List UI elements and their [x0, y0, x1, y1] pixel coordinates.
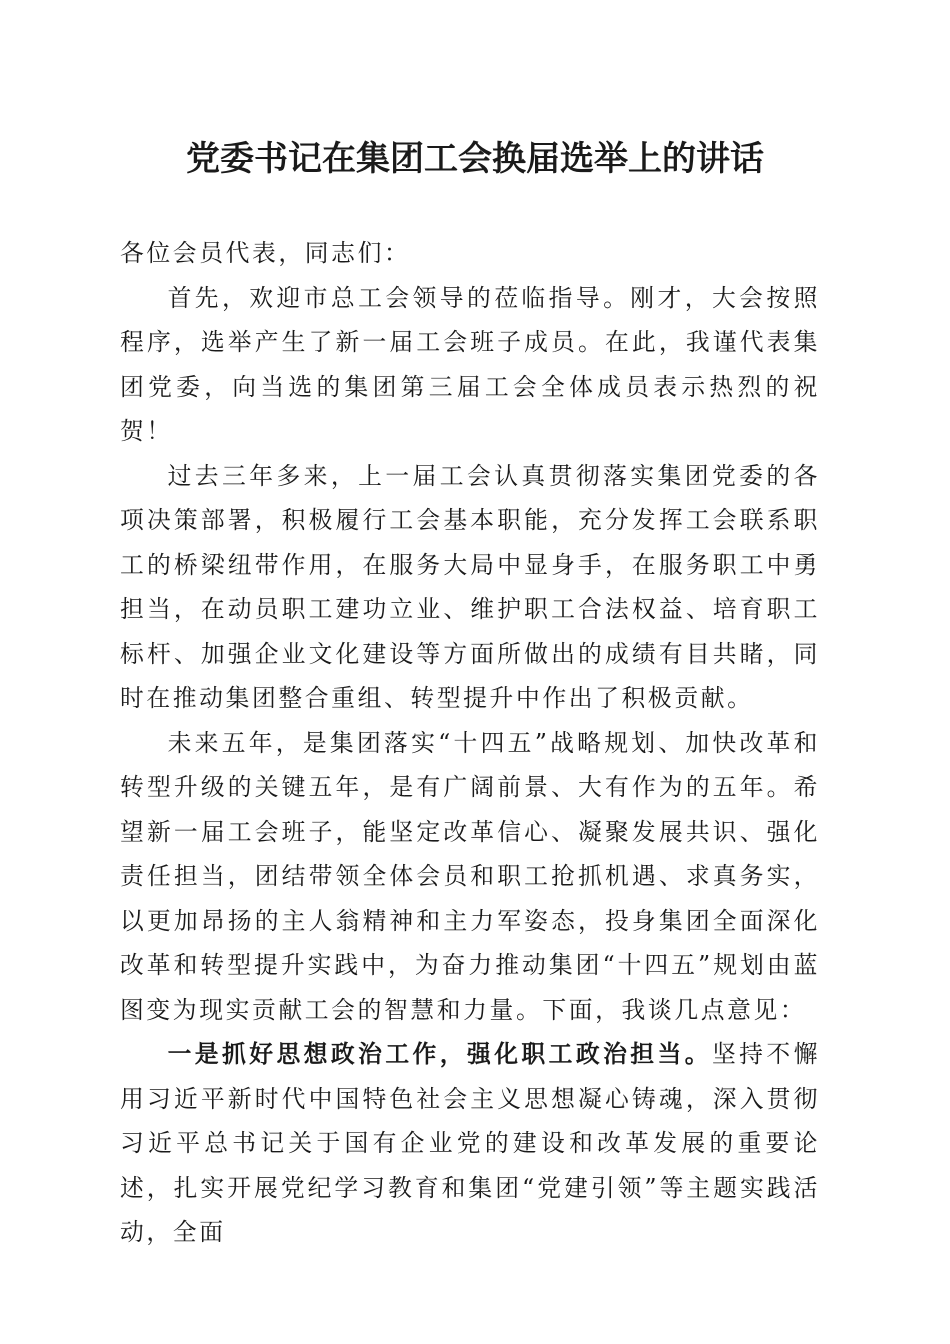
paragraph-text: 过去三年多来，上一届工会认真贯彻落实集团党委的各项决策部署，积极履行工会基本职能，充分发挥工会联系职工的桥梁纽带作用，在服务大局中显身手，在服务职工中勇担当，在动员职工建功立业、维护职工合法权益、培育职工标杆、加强企业文化建设等方面所做出的成绩有目共睹，同时在推动集团整合重组、转型提升中作出了积极贡献。 — [120, 461, 820, 712]
paragraph-lead-heading: 一是抓好思想政治工作，强化职工政治担当。 — [167, 1040, 712, 1068]
paragraph-text: 坚持不懈用习近平新时代中国特色社会主义思想凝心铸魂，深入贯彻习近平总书记关于国有企业党的建设和改革发展的重要论述，扎实开展党纪学习教育和集团“党建引领”等主题实践活动，全面 — [120, 1040, 821, 1246]
paragraph-2 — [120, 454, 820, 721]
paragraph-1 — [120, 276, 820, 454]
paragraph-3 — [120, 721, 820, 1033]
paragraph-text: 未来五年，是集团落实“十四五”战略规划、加快改革和转型升级的关键五年，是有广阔前景、大有作为的五年。希望新一届工会班子，能坚定改革信心、凝聚发展共识、强化责任担当，团结带领全体会员和职工抢抓机遇、求真务实，以更加昂扬的主人翁精神和主力军姿态，投身集团全面深化改革和转型提升实践中，为奋力推动集团“十四五”规划由蓝图变为现实贡献工会的智慧和力量。下面，我谈几点意见： — [120, 728, 820, 1024]
document-body — [120, 231, 820, 1255]
salutation: 各位会员代表，同志们： — [120, 239, 411, 267]
paragraph-text: 首先，欢迎市总工会领导的莅临指导。刚才，大会按照程序，选举产生了新一届工会班子成员。在此，我谨代表集团党委，向当选的集团第三届工会全体成员表示热烈的祝贺！ — [120, 283, 820, 445]
page-title: 党委书记在集团工会换届选举上的讲话 — [186, 139, 764, 179]
paragraph-4 — [120, 1032, 820, 1255]
